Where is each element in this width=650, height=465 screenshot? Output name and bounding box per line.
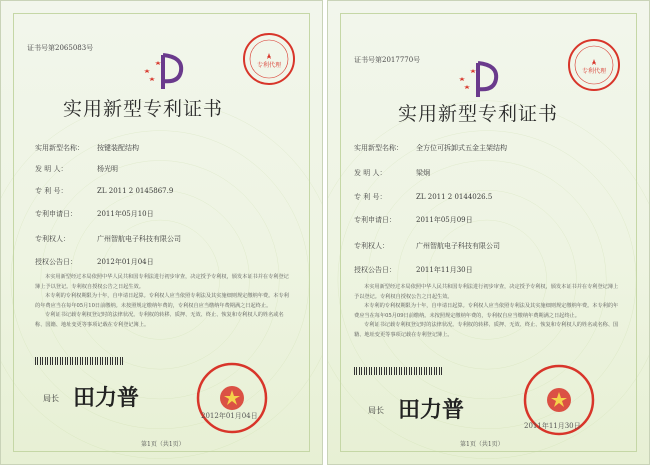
field-inventor [35,164,118,174]
patent-office-logo-icon [141,51,185,91]
field-label: 授权公告日： [35,258,77,266]
cert-number: 证书号第2065083号 [27,44,94,52]
agency-stamp [241,31,297,87]
director-label: 局长 [368,406,384,415]
body-paragraph: 本实用新型经过本局依照中华人民共和国专利法进行初步审查，决定授予专利权，颁发本证书并在专利登记簿上予以登记。专利权自授权公告之日起生效。 [354,284,619,300]
seal-date: 2011年11月30日 [524,422,581,430]
certificate-title: 实用新型专利证书 [63,98,224,120]
field-value: 杨光明 [97,165,118,173]
director-signature: 田力普 [398,397,465,423]
agency-stamp-text: 专利代理 [581,68,607,75]
agency-stamp-text: 专利代理 [256,62,282,69]
field-inventor [354,168,430,178]
field-label: 专 利 号： [35,187,68,195]
field-patent-number [35,186,173,196]
field-value: 2012年01月04日 [97,258,154,266]
field-label: 实用新型名称： [354,144,403,152]
field-value: 梁炯 [416,169,430,177]
cert-number: 证书号第2017770号 [354,56,421,64]
director-signature: 田力普 [73,385,140,411]
body-paragraph: 专利证书记载专利权登记时的法律状况。专利权的转移、质押、无效、终止、恢复和专利权人的姓名或名称、国籍、地址变更等事项记载在专利登记簿上。 [354,322,619,338]
field-label: 发 明 人： [354,169,387,177]
certificate-title: 实用新型专利证书 [398,103,559,125]
field-grant-date [354,265,473,275]
agency-stamp [566,37,622,93]
body-paragraph: 本实用新型经过本局依照中华人民共和国专利法进行初步审查，决定授予专利权，颁发本证书并在专利登记簿上予以登记。专利权自授权公告之日起生效。 [35,274,289,290]
field-value: 全方位可拆卸式五金主架结构 [416,144,507,152]
field-label: 专 利 号： [354,193,387,201]
page-footer: 第1页（共1页） [460,441,504,448]
page-footer: 第1页（共1页） [141,441,185,448]
certificate-body [35,273,293,330]
field-value: 按键装配结构 [97,144,139,152]
barcode [35,357,125,365]
field-value: 广州智航电子科技有限公司 [416,242,500,250]
field-application-date [354,215,473,225]
field-label: 实用新型名称： [35,144,84,152]
field-label: 专利权人： [35,235,70,243]
certificate-right [327,0,650,465]
field-value: 广州智航电子科技有限公司 [97,235,181,243]
field-label: 专利申请日： [354,216,396,224]
field-utility-name [35,143,139,153]
field-label: 专利权人： [354,242,389,250]
seal-date: 2012年01月04日 [201,412,258,420]
field-patentee [35,234,181,244]
official-seal [195,361,269,435]
field-label: 发 明 人： [35,165,68,173]
field-label: 授权公告日： [354,266,396,274]
barcode [354,367,444,375]
certificate-body [354,283,620,340]
body-paragraph: 专利证书记载专利权登记时的法律状况。专利权的转移、质押、无效、终止、恢复和专利权人的姓名或名称、国籍、地址变更等事项记载在专利登记簿上。 [35,312,284,328]
field-value: ZL 2011 2 0145867.9 [97,187,174,195]
field-value: 2011年05月09日 [416,216,473,224]
field-utility-name [354,143,507,153]
field-application-date [35,209,154,219]
field-grant-date [35,257,154,267]
body-paragraph: 本专利的专利权期限为十年，自申请日起算。专利权人应当依照专利法及其实施细则规定缴纳年费。本专利的年费应当在每年05月09日前缴纳。未按照规定缴纳年费的，专利权自应当缴纳年费期满之日起终止。 [354,303,619,319]
field-patent-number [354,192,492,202]
field-label: 专利申请日： [35,210,77,218]
patent-office-logo-icon [456,59,500,99]
field-value: 2011年11月30日 [416,266,473,274]
field-patentee [354,241,500,251]
body-paragraph: 本专利的专利权期限为十年，自申请日起算。专利权人应当依照专利法及其实施细则规定缴纳年费。本专利的年费应当在每年05月10日前缴纳。未按照规定缴纳年费的，专利权自应当缴纳年费期满之日起终止。 [35,293,289,309]
certificate-left [0,0,323,465]
field-value: 2011年05月10日 [97,210,154,218]
director-label: 局长 [43,394,59,403]
field-value: ZL 2011 2 0144026.5 [416,193,493,201]
